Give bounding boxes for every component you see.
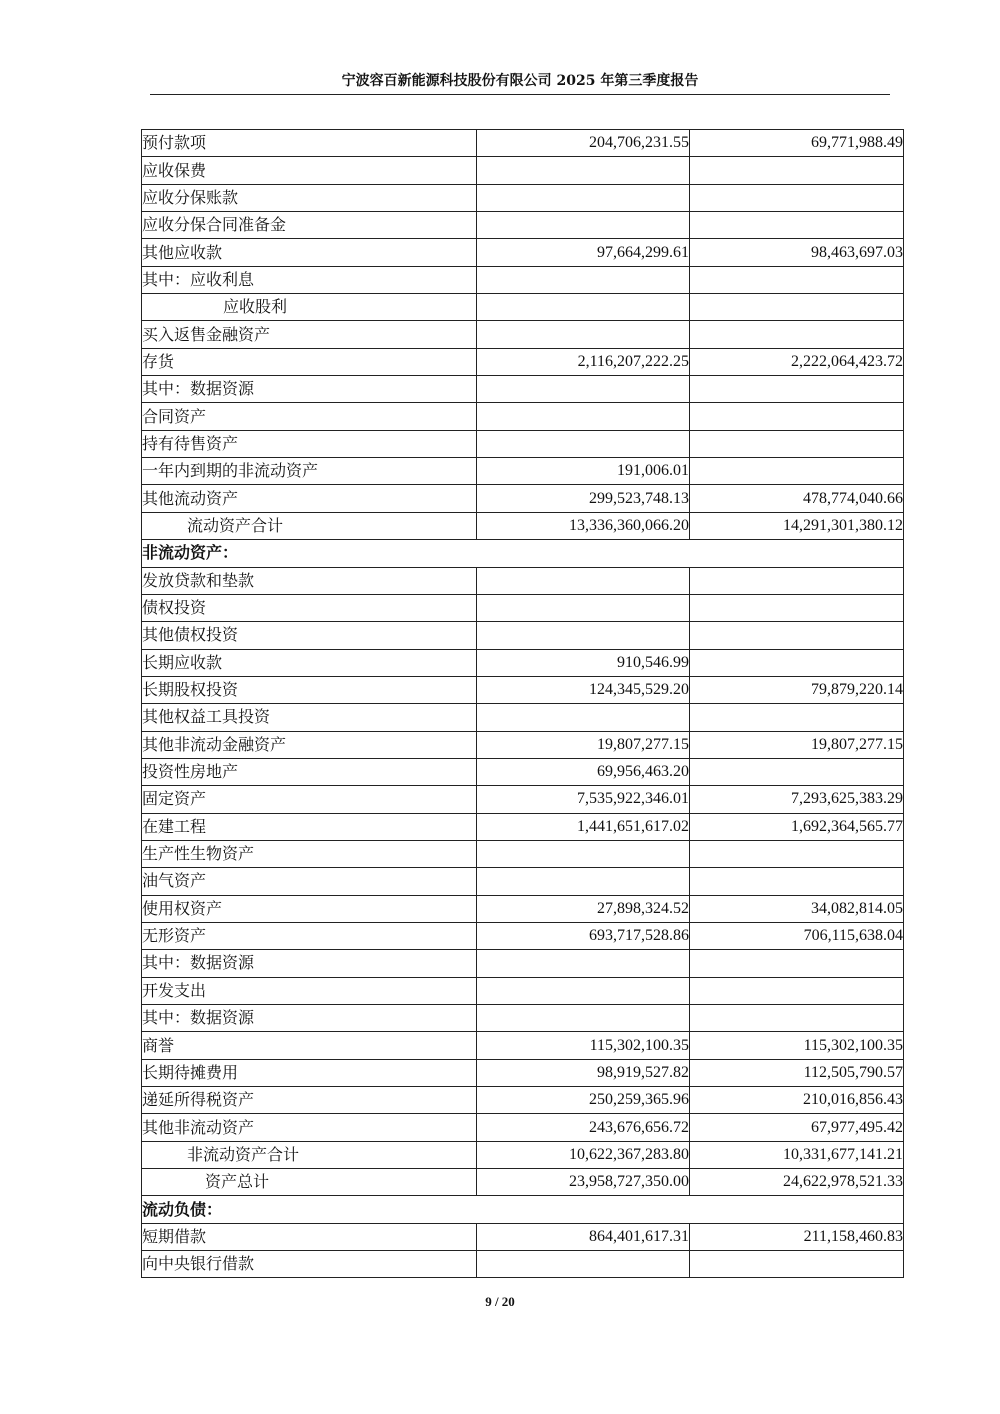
- table-row: [142, 922, 904, 949]
- row-label: 应收分保合同准备金: [142, 212, 477, 239]
- prior-year-end-value: 210,016,856.43: [690, 1087, 904, 1114]
- period-end-value: 97,664,299.61: [477, 239, 690, 266]
- table-row: [142, 649, 904, 676]
- period-end-value: [477, 567, 690, 594]
- table-row: [142, 950, 904, 977]
- period-end-value: [477, 840, 690, 867]
- row-label: 其中：应收利息: [142, 266, 477, 293]
- period-end-value: [477, 977, 690, 1004]
- period-end-value: [477, 950, 690, 977]
- period-end-value: 115,302,100.35: [477, 1032, 690, 1059]
- table-row: [142, 239, 904, 266]
- prior-year-end-value: [690, 649, 904, 676]
- period-end-value: [477, 212, 690, 239]
- row-label: 长期应收款: [142, 649, 477, 676]
- prior-year-end-value: [690, 950, 904, 977]
- prior-year-end-value: [690, 567, 904, 594]
- prior-year-end-value: 34,082,814.05: [690, 895, 904, 922]
- prior-year-end-value: [690, 184, 904, 211]
- section-row: [142, 540, 904, 567]
- table-row: [142, 321, 904, 348]
- prior-year-end-value: [690, 704, 904, 731]
- row-label: 买入返售金融资产: [142, 321, 477, 348]
- prior-year-end-value: [690, 430, 904, 457]
- prior-year-end-value: [690, 1251, 904, 1278]
- prior-year-end-value: [690, 758, 904, 785]
- table-row: [142, 1169, 904, 1196]
- period-end-value: [477, 704, 690, 731]
- table-row: [142, 157, 904, 184]
- table-row: [142, 485, 904, 512]
- table-row: [142, 1223, 904, 1250]
- table-row: [142, 212, 904, 239]
- row-label: 其他非流动资产: [142, 1114, 477, 1141]
- report-header: 宁波容百新能源科技股份有限公司 2025 年第三季度报告: [150, 70, 890, 95]
- table-row: [142, 1251, 904, 1278]
- period-end-value: 69,956,463.20: [477, 758, 690, 785]
- period-end-value: 124,345,529.20: [477, 676, 690, 703]
- period-end-value: [477, 868, 690, 895]
- section-row: [142, 1196, 904, 1223]
- period-end-value: [477, 622, 690, 649]
- row-label: 其他应收款: [142, 239, 477, 266]
- row-label: 流动资产合计: [142, 512, 477, 539]
- period-end-value: [477, 294, 690, 321]
- period-end-value: 98,919,527.82: [477, 1059, 690, 1086]
- period-end-value: [477, 376, 690, 403]
- period-end-value: 250,259,365.96: [477, 1087, 690, 1114]
- table-row: [142, 403, 904, 430]
- prior-year-end-value: 112,505,790.57: [690, 1059, 904, 1086]
- row-label: 合同资产: [142, 403, 477, 430]
- period-end-value: 1,441,651,617.02: [477, 813, 690, 840]
- table-row: [142, 376, 904, 403]
- table-row: [142, 130, 904, 157]
- table-row: [142, 430, 904, 457]
- table-row: [142, 676, 904, 703]
- prior-year-end-value: 2,222,064,423.72: [690, 348, 904, 375]
- balance-sheet-table: [141, 129, 904, 1278]
- period-end-value: 243,676,656.72: [477, 1114, 690, 1141]
- table-row: [142, 567, 904, 594]
- table-row: [142, 977, 904, 1004]
- prior-year-end-value: 115,302,100.35: [690, 1032, 904, 1059]
- row-label: 一年内到期的非流动资产: [142, 458, 477, 485]
- balance-sheet-body: [142, 130, 904, 1278]
- row-label: 在建工程: [142, 813, 477, 840]
- table-row: [142, 294, 904, 321]
- row-label: 向中央银行借款: [142, 1251, 477, 1278]
- table-row: [142, 348, 904, 375]
- table-row: [142, 813, 904, 840]
- period-end-value: 2,116,207,222.25: [477, 348, 690, 375]
- prior-year-end-value: 1,692,364,565.77: [690, 813, 904, 840]
- prior-year-end-value: [690, 977, 904, 1004]
- prior-year-end-value: 7,293,625,383.29: [690, 786, 904, 813]
- row-label: 其他权益工具投资: [142, 704, 477, 731]
- table-row: [142, 1141, 904, 1168]
- period-end-value: 191,006.01: [477, 458, 690, 485]
- row-label: 应收保费: [142, 157, 477, 184]
- table-row: [142, 1005, 904, 1032]
- row-label: 存货: [142, 348, 477, 375]
- table-row: [142, 758, 904, 785]
- row-label: 非流动资产合计: [142, 1141, 477, 1168]
- row-label: 固定资产: [142, 786, 477, 813]
- table-row: [142, 1087, 904, 1114]
- prior-year-end-value: 69,771,988.49: [690, 130, 904, 157]
- row-label: 资产总计: [142, 1169, 477, 1196]
- prior-year-end-value: [690, 376, 904, 403]
- period-end-value: 299,523,748.13: [477, 485, 690, 512]
- prior-year-end-value: 19,807,277.15: [690, 731, 904, 758]
- period-end-value: 693,717,528.86: [477, 922, 690, 949]
- table-row: [142, 458, 904, 485]
- table-row: [142, 594, 904, 621]
- table-row: [142, 266, 904, 293]
- row-label: 无形资产: [142, 922, 477, 949]
- row-label: 债权投资: [142, 594, 477, 621]
- row-label: 递延所得税资产: [142, 1087, 477, 1114]
- period-end-value: 204,706,231.55: [477, 130, 690, 157]
- row-label: 应收分保账款: [142, 184, 477, 211]
- row-label: 预付款项: [142, 130, 477, 157]
- period-end-value: 27,898,324.52: [477, 895, 690, 922]
- table-row: [142, 184, 904, 211]
- table-row: [142, 868, 904, 895]
- row-label: 其中：数据资源: [142, 950, 477, 977]
- row-label: 持有待售资产: [142, 430, 477, 457]
- row-label: 其他债权投资: [142, 622, 477, 649]
- prior-year-end-value: 706,115,638.04: [690, 922, 904, 949]
- prior-year-end-value: 24,622,978,521.33: [690, 1169, 904, 1196]
- row-label: 开发支出: [142, 977, 477, 1004]
- prior-year-end-value: [690, 1005, 904, 1032]
- section-heading: 流动负债：: [142, 1196, 904, 1223]
- prior-year-end-value: 79,879,220.14: [690, 676, 904, 703]
- period-end-value: [477, 403, 690, 430]
- prior-year-end-value: [690, 622, 904, 649]
- table-row: [142, 731, 904, 758]
- period-end-value: 910,546.99: [477, 649, 690, 676]
- prior-year-end-value: [690, 294, 904, 321]
- prior-year-end-value: 98,463,697.03: [690, 239, 904, 266]
- row-label: 商誉: [142, 1032, 477, 1059]
- prior-year-end-value: [690, 403, 904, 430]
- table-row: [142, 1032, 904, 1059]
- period-end-value: 13,336,360,066.20: [477, 512, 690, 539]
- prior-year-end-value: 478,774,040.66: [690, 485, 904, 512]
- table-row: [142, 622, 904, 649]
- table-row: [142, 704, 904, 731]
- period-end-value: [477, 1005, 690, 1032]
- prior-year-end-value: [690, 157, 904, 184]
- row-label: 油气资产: [142, 868, 477, 895]
- row-label: 使用权资产: [142, 895, 477, 922]
- table-row: [142, 786, 904, 813]
- row-label: 短期借款: [142, 1223, 477, 1250]
- period-end-value: [477, 1251, 690, 1278]
- table-row: [142, 895, 904, 922]
- prior-year-end-value: 67,977,495.42: [690, 1114, 904, 1141]
- prior-year-end-value: [690, 868, 904, 895]
- table-row: [142, 1059, 904, 1086]
- period-end-value: 19,807,277.15: [477, 731, 690, 758]
- row-label: 发放贷款和垫款: [142, 567, 477, 594]
- table-row: [142, 1114, 904, 1141]
- section-heading: 非流动资产：: [142, 540, 904, 567]
- row-label: 应收股利: [142, 294, 477, 321]
- row-label: 其中：数据资源: [142, 1005, 477, 1032]
- period-end-value: [477, 266, 690, 293]
- page-number: 9 / 20: [485, 1294, 515, 1309]
- period-end-value: 7,535,922,346.01: [477, 786, 690, 813]
- prior-year-end-value: [690, 840, 904, 867]
- prior-year-end-value: 211,158,460.83: [690, 1223, 904, 1250]
- row-label: 其他非流动金融资产: [142, 731, 477, 758]
- prior-year-end-value: [690, 594, 904, 621]
- row-label: 长期股权投资: [142, 676, 477, 703]
- period-end-value: [477, 321, 690, 348]
- row-label: 投资性房地产: [142, 758, 477, 785]
- period-end-value: [477, 594, 690, 621]
- row-label: 生产性生物资产: [142, 840, 477, 867]
- prior-year-end-value: [690, 266, 904, 293]
- prior-year-end-value: [690, 321, 904, 348]
- period-end-value: 23,958,727,350.00: [477, 1169, 690, 1196]
- prior-year-end-value: [690, 212, 904, 239]
- table-row: [142, 512, 904, 539]
- row-label: 其他流动资产: [142, 485, 477, 512]
- period-end-value: 10,622,367,283.80: [477, 1141, 690, 1168]
- table-row: [142, 840, 904, 867]
- period-end-value: [477, 157, 690, 184]
- period-end-value: 864,401,617.31: [477, 1223, 690, 1250]
- row-label: 长期待摊费用: [142, 1059, 477, 1086]
- prior-year-end-value: 14,291,301,380.12: [690, 512, 904, 539]
- period-end-value: [477, 184, 690, 211]
- row-label: 其中：数据资源: [142, 376, 477, 403]
- period-end-value: [477, 430, 690, 457]
- prior-year-end-value: [690, 458, 904, 485]
- prior-year-end-value: 10,331,677,141.21: [690, 1141, 904, 1168]
